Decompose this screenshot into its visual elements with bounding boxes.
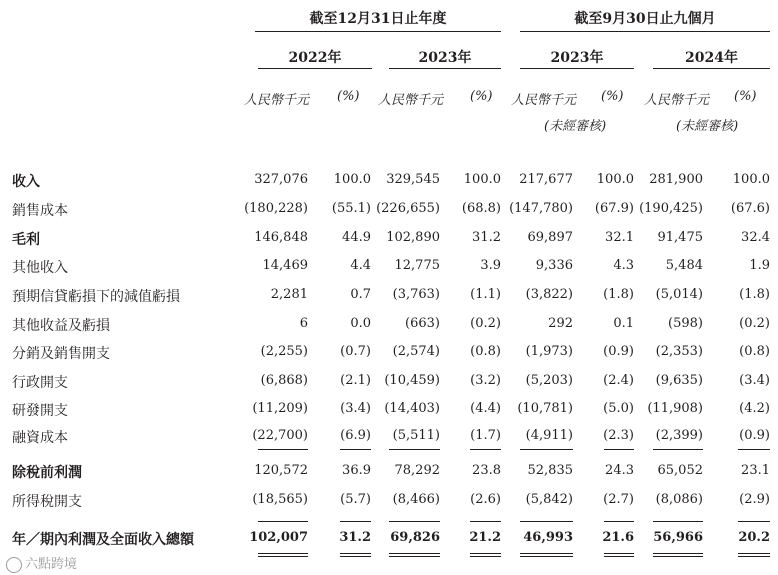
cell-pct-2023: (1.1) [470,287,501,302]
subtotal-rule [520,449,573,450]
total-top-rule [470,521,501,522]
total-double-rule [604,556,634,557]
year-rule [520,68,634,69]
cell-amount-2024-9m: (11,908) [647,401,703,416]
total-top-rule [340,521,371,522]
unit-percent: (%) [734,89,757,104]
cell-pct-2023: 31.2 [472,230,501,245]
cell-amount-2023: (5,511) [392,428,440,443]
cell-amount-2024-9m: (8,086) [655,492,703,507]
subtotal-rule [340,449,371,450]
cell-pct-2023-9m: (2.4) [603,373,634,388]
unit-currency: 人民幣千元 [511,93,577,108]
total-double-rule [604,553,634,554]
cell-amount-2024-9m: (2,399) [655,428,703,443]
header-year-2022: 2022年 [288,50,342,66]
cell-pct-2023-9m: (0.9) [603,344,634,359]
cell-amount-2023-9m: 217,677 [519,172,573,187]
total-double-rule [389,556,440,557]
cell-amount-2023-9m: (5,842) [525,492,573,507]
total-double-rule [258,556,308,557]
total-top-rule [520,521,573,522]
cell-amount-2022: 14,469 [262,258,308,273]
cell-amount-2023: (226,655) [376,201,440,216]
row-label: 行政開支 [12,375,68,391]
cell-pct-2023-9m: (1.8) [603,287,634,302]
cell-amount-2024-9m: 56,966 [653,530,703,545]
row-label: 所得稅開支 [12,494,82,510]
cell-pct-2023-9m: (2.7) [603,492,634,507]
cell-pct-2024-9m: 20.2 [738,530,770,545]
subtotal-rule [604,449,634,450]
subtotal-rule [389,449,440,450]
cell-amount-2023-9m: 9,336 [535,258,573,273]
cell-amount-2023: 329,545 [386,172,440,187]
cell-pct-2022: (5.7) [340,492,371,507]
cell-pct-2022: (3.4) [340,401,371,416]
total-double-rule [738,556,770,557]
cell-amount-2022: 146,848 [254,230,308,245]
cell-amount-2023-9m: 52,835 [527,463,573,478]
cell-pct-2024-9m: 100.0 [732,172,770,187]
cell-pct-2024-9m: (0.2) [739,316,770,331]
header-year-2024-9m: 2024年 [685,50,738,66]
cell-pct-2023: (68.8) [461,201,501,216]
cell-pct-2022: (55.1) [331,201,371,216]
subtotal-rule [258,449,308,450]
cell-amount-2022: (6,868) [260,373,308,388]
year-rule [653,68,770,69]
cell-pct-2024-9m: 32.4 [741,230,770,245]
group-rule [520,31,770,32]
cell-amount-2023: 69,826 [390,530,440,545]
cell-amount-2023: 78,292 [394,463,440,478]
cell-amount-2023-9m: (3,822) [525,287,573,302]
cell-pct-2024-9m: 1.9 [749,258,770,273]
row-label: 除稅前利潤 [12,465,82,481]
unit-percent: (%) [601,89,624,104]
cell-amount-2023-9m: 46,993 [523,530,573,545]
cell-amount-2023: (663) [405,316,440,331]
total-double-rule [340,556,371,557]
cell-pct-2023: (2.6) [470,492,501,507]
total-double-rule [653,553,703,554]
total-top-rule [604,521,634,522]
cell-pct-2023: 21.2 [469,530,501,545]
cell-pct-2022: 36.9 [342,463,371,478]
cell-pct-2023-9m: 0.1 [613,316,634,331]
cell-amount-2023: 12,775 [394,258,440,273]
cell-amount-2023: 102,890 [386,230,440,245]
cell-pct-2023-9m: 32.1 [605,230,634,245]
cell-pct-2023-9m: 100.0 [596,172,634,187]
header-year-2023-9m: 2023年 [550,50,604,66]
cell-amount-2022: 102,007 [249,530,308,545]
cell-pct-2023-9m: 4.3 [613,258,634,273]
cell-amount-2024-9m: 5,484 [665,258,703,273]
cell-amount-2024-9m: 281,900 [649,172,703,187]
cell-pct-2024-9m: 23.1 [741,463,770,478]
cell-pct-2023: 3.9 [480,258,501,273]
subtotal-rule [653,449,703,450]
cell-pct-2022: 44.9 [342,230,371,245]
header-group-full-year: 截至12月31日止年度 [309,11,447,27]
cell-amount-2022: 2,281 [270,287,308,302]
cell-pct-2022: (6.9) [340,428,371,443]
cell-pct-2024-9m: (1.8) [739,287,770,302]
header-group-nine-months: 截至9月30日止九個月 [574,11,716,27]
cell-pct-2022: 4.4 [350,258,371,273]
total-top-rule [653,521,703,522]
cell-pct-2023: 100.0 [463,172,501,187]
cell-amount-2022: (22,700) [252,428,308,443]
row-label: 分銷及銷售開支 [12,346,110,362]
cell-pct-2023-9m: (5.0) [603,401,634,416]
cell-amount-2024-9m: 65,052 [657,463,703,478]
unit-unaudited: (未經審核) [544,119,607,134]
group-rule [255,31,501,32]
row-label: 收入 [12,174,40,190]
cell-amount-2022: (18,565) [252,492,308,507]
total-double-rule [389,553,440,554]
cell-pct-2022: 0.7 [350,287,371,302]
cell-pct-2024-9m: (4.2) [739,401,770,416]
cell-pct-2023: (3.2) [470,373,501,388]
cell-amount-2022: 6 [299,316,308,331]
cell-amount-2023-9m: (10,781) [517,401,573,416]
cell-pct-2022: 100.0 [333,172,371,187]
total-double-rule [738,553,770,554]
cell-pct-2023: 23.8 [472,463,501,478]
row-label: 毛利 [12,232,40,248]
total-top-rule [258,521,308,522]
total-double-rule [258,553,308,554]
cell-pct-2023: (4.4) [470,401,501,416]
year-rule [258,68,372,69]
total-double-rule [653,556,703,557]
cell-pct-2024-9m: (0.9) [739,428,770,443]
cell-pct-2023: (1.7) [470,428,501,443]
watermark: 六點跨境 [6,553,77,573]
cell-pct-2024-9m: (3.4) [739,373,770,388]
subtotal-rule [470,449,501,450]
cell-pct-2023: (0.2) [470,316,501,331]
row-label: 預期信貸虧損下的減值虧損 [12,289,180,305]
cell-pct-2023: (0.8) [470,344,501,359]
cell-amount-2024-9m: 91,475 [657,230,703,245]
cell-amount-2024-9m: (598) [668,316,703,331]
cell-pct-2023-9m: (67.9) [594,201,634,216]
unit-percent: (%) [470,89,493,104]
total-double-rule [340,553,371,554]
cell-amount-2023: (2,574) [392,344,440,359]
cell-pct-2023-9m: (2.3) [603,428,634,443]
cell-amount-2022: (180,228) [244,201,308,216]
cell-amount-2023-9m: 69,897 [527,230,573,245]
header-year-2023-full: 2023年 [418,50,472,66]
year-rule [389,68,501,69]
cell-pct-2022: 31.2 [339,530,371,545]
cell-amount-2023-9m: (4,911) [525,428,573,443]
cell-pct-2023-9m: 21.6 [602,530,634,545]
cell-amount-2023-9m: (5,203) [525,373,573,388]
watermark-logo-icon [6,557,22,573]
total-double-rule [520,556,573,557]
cell-amount-2023: (10,459) [384,373,440,388]
cell-pct-2022: (0.7) [340,344,371,359]
cell-amount-2022: (2,255) [260,344,308,359]
cell-amount-2023-9m: 292 [548,316,573,331]
row-label: 研發開支 [12,403,68,419]
total-top-rule [389,521,440,522]
cell-amount-2023: (14,403) [384,401,440,416]
cell-amount-2023-9m: (147,780) [509,201,573,216]
row-label: 融資成本 [12,430,68,446]
total-top-rule [738,521,770,522]
cell-pct-2023-9m: 24.3 [605,463,634,478]
cell-amount-2024-9m: (5,014) [655,287,703,302]
cell-amount-2024-9m: (190,425) [639,201,703,216]
unit-unaudited: (未經審核) [676,119,739,134]
cell-pct-2024-9m: (0.8) [739,344,770,359]
row-label: 其他收入 [12,260,68,276]
unit-currency: 人民幣千元 [244,93,310,108]
cell-amount-2022: 327,076 [254,172,308,187]
unit-percent: (%) [337,89,360,104]
total-double-rule [470,553,501,554]
cell-pct-2022: (2.1) [340,373,371,388]
cell-pct-2022: 0.0 [350,316,371,331]
cell-amount-2023: (3,763) [392,287,440,302]
cell-amount-2024-9m: (2,353) [655,344,703,359]
cell-amount-2024-9m: (9,635) [655,373,703,388]
cell-amount-2023-9m: (1,973) [525,344,573,359]
row-label: 銷售成本 [12,203,68,219]
cell-pct-2024-9m: (2.9) [739,492,770,507]
cell-amount-2022: (11,209) [252,401,308,416]
row-label: 年／期內利潤及全面收入總額 [12,532,194,548]
cell-pct-2024-9m: (67.6) [730,201,770,216]
unit-currency: 人民幣千元 [378,93,444,108]
cell-amount-2023: (8,466) [392,492,440,507]
row-label: 其他收益及虧損 [12,318,110,334]
total-double-rule [520,553,573,554]
cell-amount-2022: 120,572 [254,463,308,478]
total-double-rule [470,556,501,557]
subtotal-rule [738,449,770,450]
unit-currency: 人民幣千元 [644,93,710,108]
